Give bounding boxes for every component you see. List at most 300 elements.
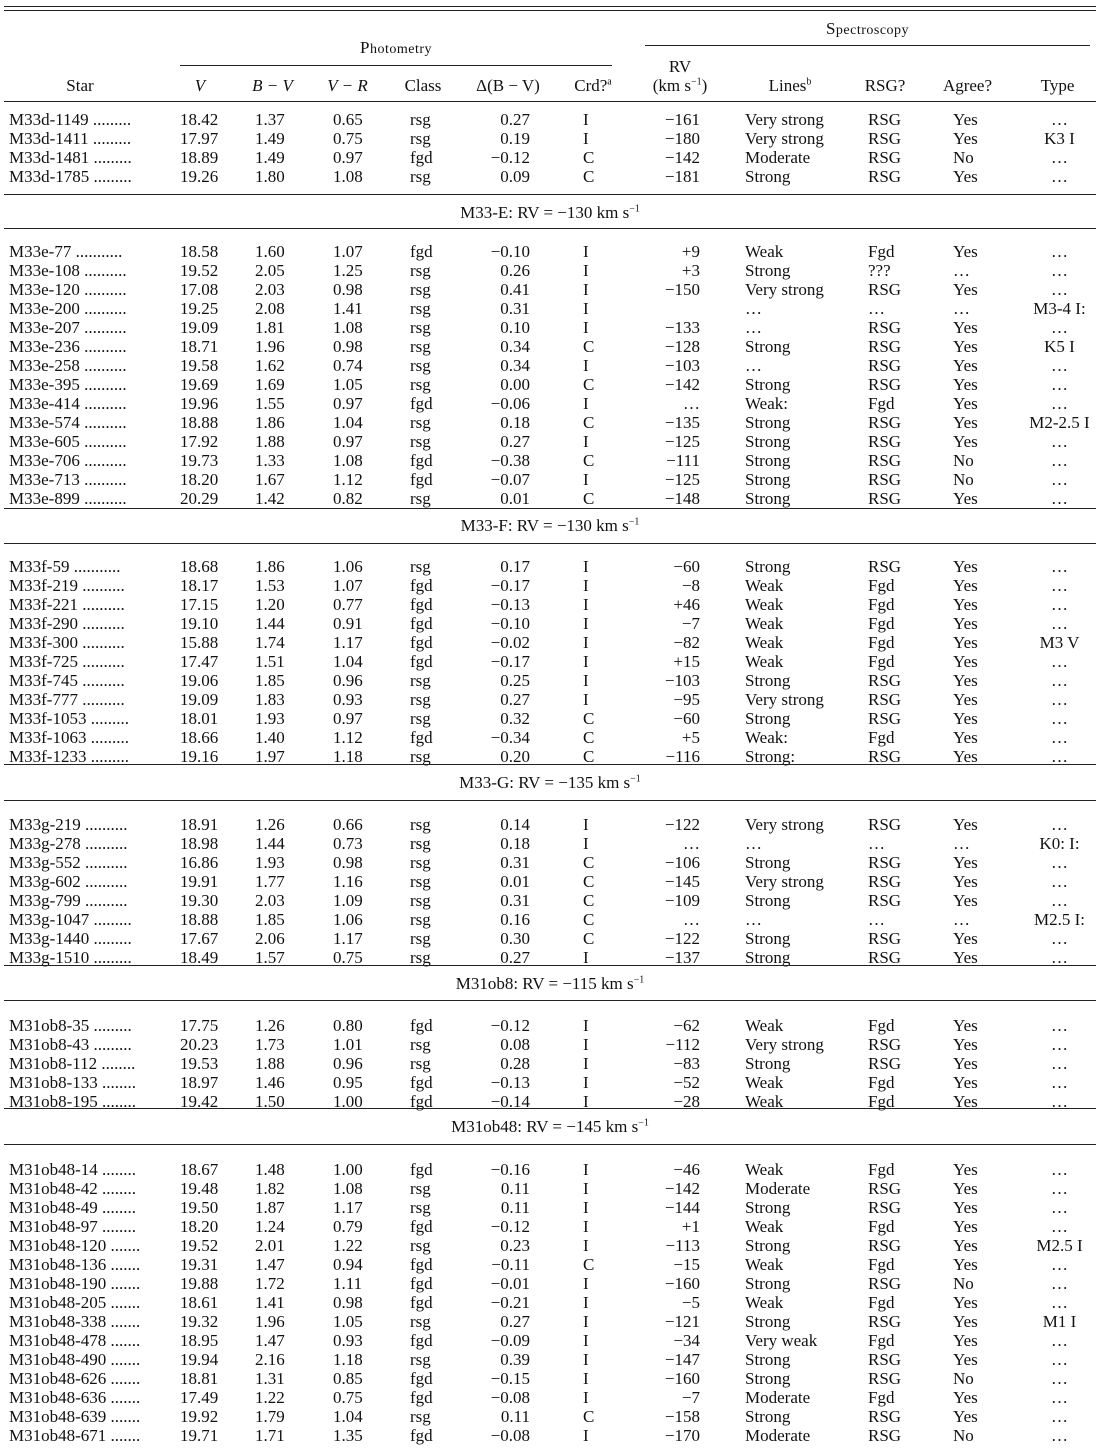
cell-class: rsg: [410, 167, 431, 186]
cell-delta-bv: 0.41: [500, 280, 530, 299]
cell-class: fgd: [410, 1255, 433, 1274]
cell-type: …: [1051, 948, 1068, 967]
cell-v-r: 0.94: [333, 1255, 363, 1274]
cell-crd: I: [583, 557, 589, 576]
cell-rv: −161: [664, 110, 700, 129]
section-title-rule: [4, 1144, 1096, 1145]
cell-class: rsg: [410, 891, 431, 910]
cell-crd: C: [583, 929, 595, 948]
cell-star: M31ob48-338 .......: [9, 1312, 141, 1331]
cell-v-r: 1.35: [333, 1426, 363, 1445]
cell-b-v: 1.44: [255, 834, 285, 853]
cell-rv: −137: [664, 948, 700, 967]
cell-class: fgd: [410, 633, 433, 652]
cell-rsg: RSG: [868, 747, 902, 766]
cell-b-v: 1.74: [255, 633, 285, 652]
cell-v: 19.92: [180, 1407, 219, 1426]
cell-rsg: RSG: [868, 1350, 902, 1369]
cell-v-r: 0.91: [333, 614, 363, 633]
cell-type: …: [1051, 261, 1068, 280]
cell-type: …: [1051, 1274, 1068, 1293]
cell-crd: C: [583, 709, 595, 728]
cell-delta-bv: −0.14: [490, 1092, 530, 1111]
cell-rv: −5: [681, 1293, 700, 1312]
cell-rsg: RSG: [868, 129, 902, 148]
cell-class: rsg: [410, 815, 431, 834]
cell-class: fgd: [410, 1426, 433, 1445]
cell-v-r: 1.09: [333, 891, 363, 910]
cell-v: 20.23: [180, 1035, 219, 1054]
section-title-exponent: −1: [633, 974, 645, 986]
cell-agree: Yes: [953, 709, 978, 728]
cell-v-r: 0.82: [333, 489, 363, 508]
cell-rsg: Fgd: [868, 1331, 895, 1350]
cell-delta-bv: −0.13: [490, 595, 530, 614]
cell-delta-bv: 0.34: [500, 356, 530, 375]
cell-v: 19.26: [180, 167, 219, 186]
cell-agree: Yes: [953, 356, 978, 375]
cell-v: 18.81: [180, 1369, 219, 1388]
cell-lines: Weak:: [745, 728, 788, 747]
cell-crd: C: [583, 747, 595, 766]
cell-star: M31ob48-639 .......: [9, 1407, 141, 1426]
cell-v: 16.86: [180, 853, 219, 872]
cell-b-v: 2.03: [255, 280, 285, 299]
cell-rv: −82: [673, 633, 700, 652]
cell-crd: I: [583, 1293, 589, 1312]
cell-lines: Strong: [745, 375, 791, 394]
cell-agree: Yes: [953, 375, 978, 394]
cell-rv: +46: [673, 595, 700, 614]
cell-rv: −142: [664, 148, 700, 167]
cell-crd: I: [583, 432, 589, 451]
cell-delta-bv: 0.31: [500, 891, 530, 910]
cell-class: fgd: [410, 595, 433, 614]
cell-v: 18.20: [180, 1217, 219, 1236]
cell-crd: I: [583, 110, 589, 129]
cell-delta-bv: 0.32: [500, 709, 530, 728]
cell-v: 18.95: [180, 1331, 219, 1350]
cell-v: 19.50: [180, 1198, 219, 1217]
cell-crd: I: [583, 299, 589, 318]
cell-v-r: 0.96: [333, 671, 363, 690]
cell-agree: Yes: [953, 1350, 978, 1369]
cell-agree: Yes: [953, 1035, 978, 1054]
cell-lines: Weak: [745, 633, 784, 652]
cell-rsg: Fgd: [868, 633, 895, 652]
cell-agree: Yes: [953, 671, 978, 690]
cell-star: M31ob48-120 .......: [9, 1236, 141, 1255]
cell-crd: C: [583, 891, 595, 910]
cell-crd: I: [583, 576, 589, 595]
section-title-text: M31ob48: RV = −145 km s: [451, 1117, 639, 1136]
cell-delta-bv: 0.27: [500, 948, 530, 967]
cell-crd: I: [583, 1217, 589, 1236]
cell-class: rsg: [410, 129, 431, 148]
cell-lines: Strong: [745, 451, 791, 470]
cell-star: M33f-300 ..........: [9, 633, 125, 652]
cell-v-r: 0.93: [333, 690, 363, 709]
cell-b-v: 1.55: [255, 394, 285, 413]
cell-rv: −121: [664, 1312, 700, 1331]
cell-agree: Yes: [953, 432, 978, 451]
cell-class: rsg: [410, 929, 431, 948]
cell-v-r: 0.80: [333, 1016, 363, 1035]
cell-type: …: [1051, 747, 1068, 766]
cell-rsg: RSG: [868, 929, 902, 948]
col-header-star: Star: [66, 76, 94, 95]
cell-class: fgd: [410, 1293, 433, 1312]
cell-agree: Yes: [953, 652, 978, 671]
cell-class: rsg: [410, 375, 431, 394]
section-title-exponent: −1: [638, 1117, 649, 1129]
cell-crd: I: [583, 1198, 589, 1217]
cell-v: 18.20: [180, 470, 219, 489]
cell-v-r: 1.08: [333, 318, 363, 337]
cell-class: rsg: [410, 432, 431, 451]
cell-rsg: RSG: [868, 1198, 902, 1217]
cell-rv: −52: [673, 1073, 700, 1092]
cell-v: 19.94: [180, 1350, 219, 1369]
cell-lines: Strong: [745, 489, 791, 508]
cell-v-r: 0.98: [333, 280, 363, 299]
col-header-type: Type: [1040, 76, 1075, 95]
cell-agree: Yes: [953, 1312, 978, 1331]
cell-v-r: 1.41: [333, 299, 363, 318]
cell-v: 19.32: [180, 1312, 219, 1331]
cell-rv: −135: [664, 413, 700, 432]
cell-lines: Very strong: [745, 110, 824, 129]
cell-rv: −34: [673, 1331, 700, 1350]
cell-v-r: 1.04: [333, 1407, 363, 1426]
cell-type: …: [1051, 1426, 1068, 1445]
cell-star: M31ob48-136 .......: [9, 1255, 141, 1274]
cell-delta-bv: 0.28: [500, 1054, 530, 1073]
cell-delta-bv: 0.25: [500, 671, 530, 690]
cell-v-r: 1.05: [333, 1312, 363, 1331]
cell-rsg: Fgd: [868, 242, 895, 261]
cell-rv: −109: [664, 891, 700, 910]
cell-class: rsg: [410, 1407, 431, 1426]
cell-v-r: 1.18: [333, 747, 363, 766]
cell-class: rsg: [410, 557, 431, 576]
cell-b-v: 1.88: [255, 432, 285, 451]
cell-rv: −62: [673, 1016, 700, 1035]
section-title-rule: [4, 800, 1096, 801]
section-title-rule: [4, 1000, 1096, 1001]
cell-crd: I: [583, 690, 589, 709]
cell-b-v: 1.48: [255, 1160, 285, 1179]
section-rule: [4, 508, 1096, 509]
cell-lines: Moderate: [745, 1388, 811, 1407]
cell-lines: Weak: [745, 595, 784, 614]
cell-b-v: 1.50: [255, 1092, 285, 1111]
cell-rsg: Fgd: [868, 1255, 895, 1274]
cell-delta-bv: 0.14: [500, 815, 530, 834]
cell-rv: +5: [681, 728, 700, 747]
cell-lines: Very strong: [745, 1035, 824, 1054]
section-title-text: M33-F: RV = −130 km s: [460, 516, 629, 535]
cell-lines: Strong: [745, 432, 791, 451]
cell-agree: Yes: [953, 413, 978, 432]
cell-b-v: 1.85: [255, 910, 285, 929]
cell-star: M31ob48-42 ........: [9, 1179, 137, 1198]
cell-rsg: …: [868, 910, 885, 929]
cell-v: 18.89: [180, 148, 219, 167]
cell-class: rsg: [410, 1312, 431, 1331]
cell-lines: Weak: [745, 1073, 784, 1092]
cell-class: rsg: [410, 872, 431, 891]
cell-crd: I: [583, 1073, 589, 1092]
cell-v-r: 1.06: [333, 910, 363, 929]
cell-agree: Yes: [953, 129, 978, 148]
cell-star: M33f-219 ..........: [9, 576, 125, 595]
cell-agree: Yes: [953, 929, 978, 948]
cell-star: M33f-1233 .........: [9, 747, 129, 766]
section-title-text: M33-E: RV = −130 km s: [460, 203, 630, 222]
cell-type: …: [1051, 1073, 1068, 1092]
cell-type: M2.5 I:: [1034, 910, 1085, 929]
cell-star: M33g-219 ..........: [9, 815, 128, 834]
cell-rsg: RSG: [868, 318, 902, 337]
cell-class: rsg: [410, 1179, 431, 1198]
cell-type: …: [1051, 356, 1068, 375]
cell-class: rsg: [410, 948, 431, 967]
cell-class: fgd: [410, 451, 433, 470]
cell-lines: Strong: [745, 1369, 791, 1388]
cell-b-v: 1.26: [255, 815, 285, 834]
cell-rsg: Fgd: [868, 595, 895, 614]
cell-v-r: 0.98: [333, 853, 363, 872]
cell-v: 19.53: [180, 1054, 219, 1073]
cell-v: 18.71: [180, 337, 219, 356]
cell-delta-bv: 0.18: [500, 834, 530, 853]
cell-agree: Yes: [953, 747, 978, 766]
cell-agree: Yes: [953, 576, 978, 595]
cell-agree: Yes: [953, 1331, 978, 1350]
cell-v-r: 1.04: [333, 413, 363, 432]
cell-type: …: [1051, 614, 1068, 633]
section-rule: [4, 194, 1096, 195]
cell-crd: I: [583, 1350, 589, 1369]
cell-lines: Strong: [745, 1350, 791, 1369]
col-header-class: Class: [404, 76, 442, 95]
cell-rsg: RSG: [868, 1312, 902, 1331]
cell-type: …: [1051, 595, 1068, 614]
cell-type: …: [1051, 728, 1068, 747]
cell-b-v: 1.86: [255, 413, 285, 432]
cell-star: M33d-1785 .........: [9, 167, 132, 186]
cell-v: 19.69: [180, 375, 219, 394]
cell-rsg: Fgd: [868, 576, 895, 595]
cell-v-r: 0.85: [333, 1369, 363, 1388]
cell-lines: Strong:: [745, 747, 796, 766]
col-header-crd: Crd?$^a$: [574, 76, 612, 95]
cell-crd: I: [583, 1160, 589, 1179]
cell-crd: I: [583, 356, 589, 375]
cell-agree: Yes: [953, 1073, 978, 1092]
cell-v: 18.01: [180, 709, 219, 728]
cell-v: 18.66: [180, 728, 219, 747]
cell-type: …: [1051, 872, 1068, 891]
cell-b-v: 1.93: [255, 709, 285, 728]
section-title-exponent: −1: [628, 516, 640, 528]
cell-delta-bv: −0.16: [490, 1160, 530, 1179]
cell-agree: Yes: [953, 1054, 978, 1073]
cell-delta-bv: 0.27: [500, 690, 530, 709]
cell-type: …: [1051, 709, 1068, 728]
section-title: [0, 516, 1100, 535]
cell-crd: I: [583, 1179, 589, 1198]
cell-agree: Yes: [953, 728, 978, 747]
cell-b-v: 1.88: [255, 1054, 285, 1073]
cell-agree: Yes: [953, 853, 978, 872]
cell-agree: No: [953, 148, 974, 167]
col-header-delta-bv: Δ(B − V): [476, 76, 540, 95]
cell-star: M31ob48-478 .......: [9, 1331, 141, 1350]
cell-rsg: RSG: [868, 110, 902, 129]
group-spectroscopy-header: Spectroscopy: [825, 19, 910, 38]
cell-b-v: 1.85: [255, 671, 285, 690]
cell-lines: Very strong: [745, 815, 824, 834]
cell-type: …: [1051, 1369, 1068, 1388]
cell-b-v: 1.47: [255, 1331, 285, 1350]
cell-v-r: 1.07: [333, 576, 363, 595]
cell-agree: Yes: [953, 1092, 978, 1111]
col-header-b-v: B − V: [252, 76, 293, 95]
cell-type: …: [1051, 280, 1068, 299]
cell-delta-bv: −0.10: [490, 614, 530, 633]
cell-v-r: 0.75: [333, 1388, 363, 1407]
cell-rv: +15: [673, 652, 700, 671]
cell-type: …: [1051, 853, 1068, 872]
cell-v-r: 1.17: [333, 633, 363, 652]
cell-delta-bv: 0.00: [500, 375, 530, 394]
cell-delta-bv: −0.02: [490, 633, 530, 652]
cell-agree: Yes: [953, 242, 978, 261]
cell-class: fgd: [410, 1369, 433, 1388]
cell-v: 18.97: [180, 1073, 219, 1092]
cell-crd: C: [583, 167, 595, 186]
cell-delta-bv: −0.01: [490, 1274, 530, 1293]
cell-rv: −113: [665, 1236, 700, 1255]
cell-lines: Weak: [745, 242, 784, 261]
cell-star: M31ob48-626 .......: [9, 1369, 141, 1388]
cell-star: M31ob8-195 ........: [9, 1092, 137, 1111]
cell-v: 19.16: [180, 747, 219, 766]
cell-lines: Weak: [745, 1092, 784, 1111]
cell-class: fgd: [410, 576, 433, 595]
cell-b-v: 1.97: [255, 747, 285, 766]
cell-crd: I: [583, 129, 589, 148]
cell-class: rsg: [410, 280, 431, 299]
cell-v: 19.96: [180, 394, 219, 413]
cell-delta-bv: 0.18: [500, 413, 530, 432]
cell-b-v: 1.53: [255, 576, 285, 595]
cell-v-r: 1.17: [333, 1198, 363, 1217]
cell-v: 19.42: [180, 1092, 219, 1111]
cell-b-v: 1.72: [255, 1274, 285, 1293]
cell-agree: No: [953, 451, 974, 470]
cell-v: 18.42: [180, 110, 219, 129]
cell-type: …: [1051, 167, 1068, 186]
cell-b-v: 1.41: [255, 1293, 285, 1312]
cell-v-r: 1.12: [333, 470, 363, 489]
cell-star: M33f-59 ...........: [9, 557, 121, 576]
cell-v-r: 0.98: [333, 337, 363, 356]
cell-delta-bv: −0.08: [490, 1426, 530, 1445]
cell-rv: −112: [665, 1035, 700, 1054]
cell-crd: I: [583, 633, 589, 652]
cell-class: fgd: [410, 242, 433, 261]
cell-rv: −144: [664, 1198, 700, 1217]
section-title-exponent: −1: [630, 773, 641, 785]
cell-b-v: 1.22: [255, 1388, 285, 1407]
cell-agree: Yes: [953, 595, 978, 614]
cell-crd: I: [583, 1426, 589, 1445]
cell-class: rsg: [410, 834, 431, 853]
cell-class: rsg: [410, 337, 431, 356]
cell-star: M33e-258 ..........: [9, 356, 127, 375]
cell-delta-bv: −0.10: [490, 242, 530, 261]
cell-delta-bv: −0.34: [490, 728, 530, 747]
cell-type: …: [1051, 242, 1068, 261]
cell-type: …: [1051, 110, 1068, 129]
cell-delta-bv: −0.06: [490, 394, 530, 413]
cell-crd: C: [583, 489, 595, 508]
cell-v-r: 1.22: [333, 1236, 363, 1255]
cell-agree: …: [953, 299, 970, 318]
cell-star: M33e-713 ..........: [9, 470, 127, 489]
cell-class: fgd: [410, 1274, 433, 1293]
cell-delta-bv: 0.30: [500, 929, 530, 948]
cell-agree: Yes: [953, 1293, 978, 1312]
cell-v-r: 1.16: [333, 872, 363, 891]
cell-rsg: Fgd: [868, 728, 895, 747]
cell-agree: Yes: [953, 1160, 978, 1179]
cell-lines: Strong: [745, 1274, 791, 1293]
cell-lines: Strong: [745, 891, 791, 910]
cell-lines: Weak: [745, 1255, 784, 1274]
cell-v-r: 1.17: [333, 929, 363, 948]
cell-delta-bv: 0.23: [500, 1236, 530, 1255]
cell-v-r: 0.95: [333, 1073, 363, 1092]
cell-b-v: 1.37: [255, 110, 285, 129]
cell-agree: No: [953, 1426, 974, 1445]
cell-lines: Strong: [745, 1054, 791, 1073]
cell-type: …: [1051, 1407, 1068, 1426]
cell-star: M33f-725 ..........: [9, 652, 125, 671]
cell-rv: …: [683, 910, 700, 929]
cell-v-r: 1.01: [333, 1035, 363, 1054]
cell-agree: No: [953, 1274, 974, 1293]
cell-b-v: 1.81: [255, 318, 285, 337]
cell-star: M33e-574 ..........: [9, 413, 127, 432]
section-rule: [4, 764, 1096, 765]
cell-rv: −148: [664, 489, 700, 508]
cell-v: 19.06: [180, 671, 219, 690]
cell-lines: Very strong: [745, 280, 824, 299]
section-title: [0, 974, 1100, 993]
cell-b-v: 2.03: [255, 891, 285, 910]
cell-delta-bv: 0.08: [500, 1035, 530, 1054]
cell-v-r: 0.97: [333, 148, 363, 167]
cell-lines: …: [745, 910, 762, 929]
cell-star: M31ob48-490 .......: [9, 1350, 141, 1369]
cell-agree: No: [953, 1369, 974, 1388]
cell-agree: …: [953, 910, 970, 929]
cell-lines: Moderate: [745, 1179, 811, 1198]
